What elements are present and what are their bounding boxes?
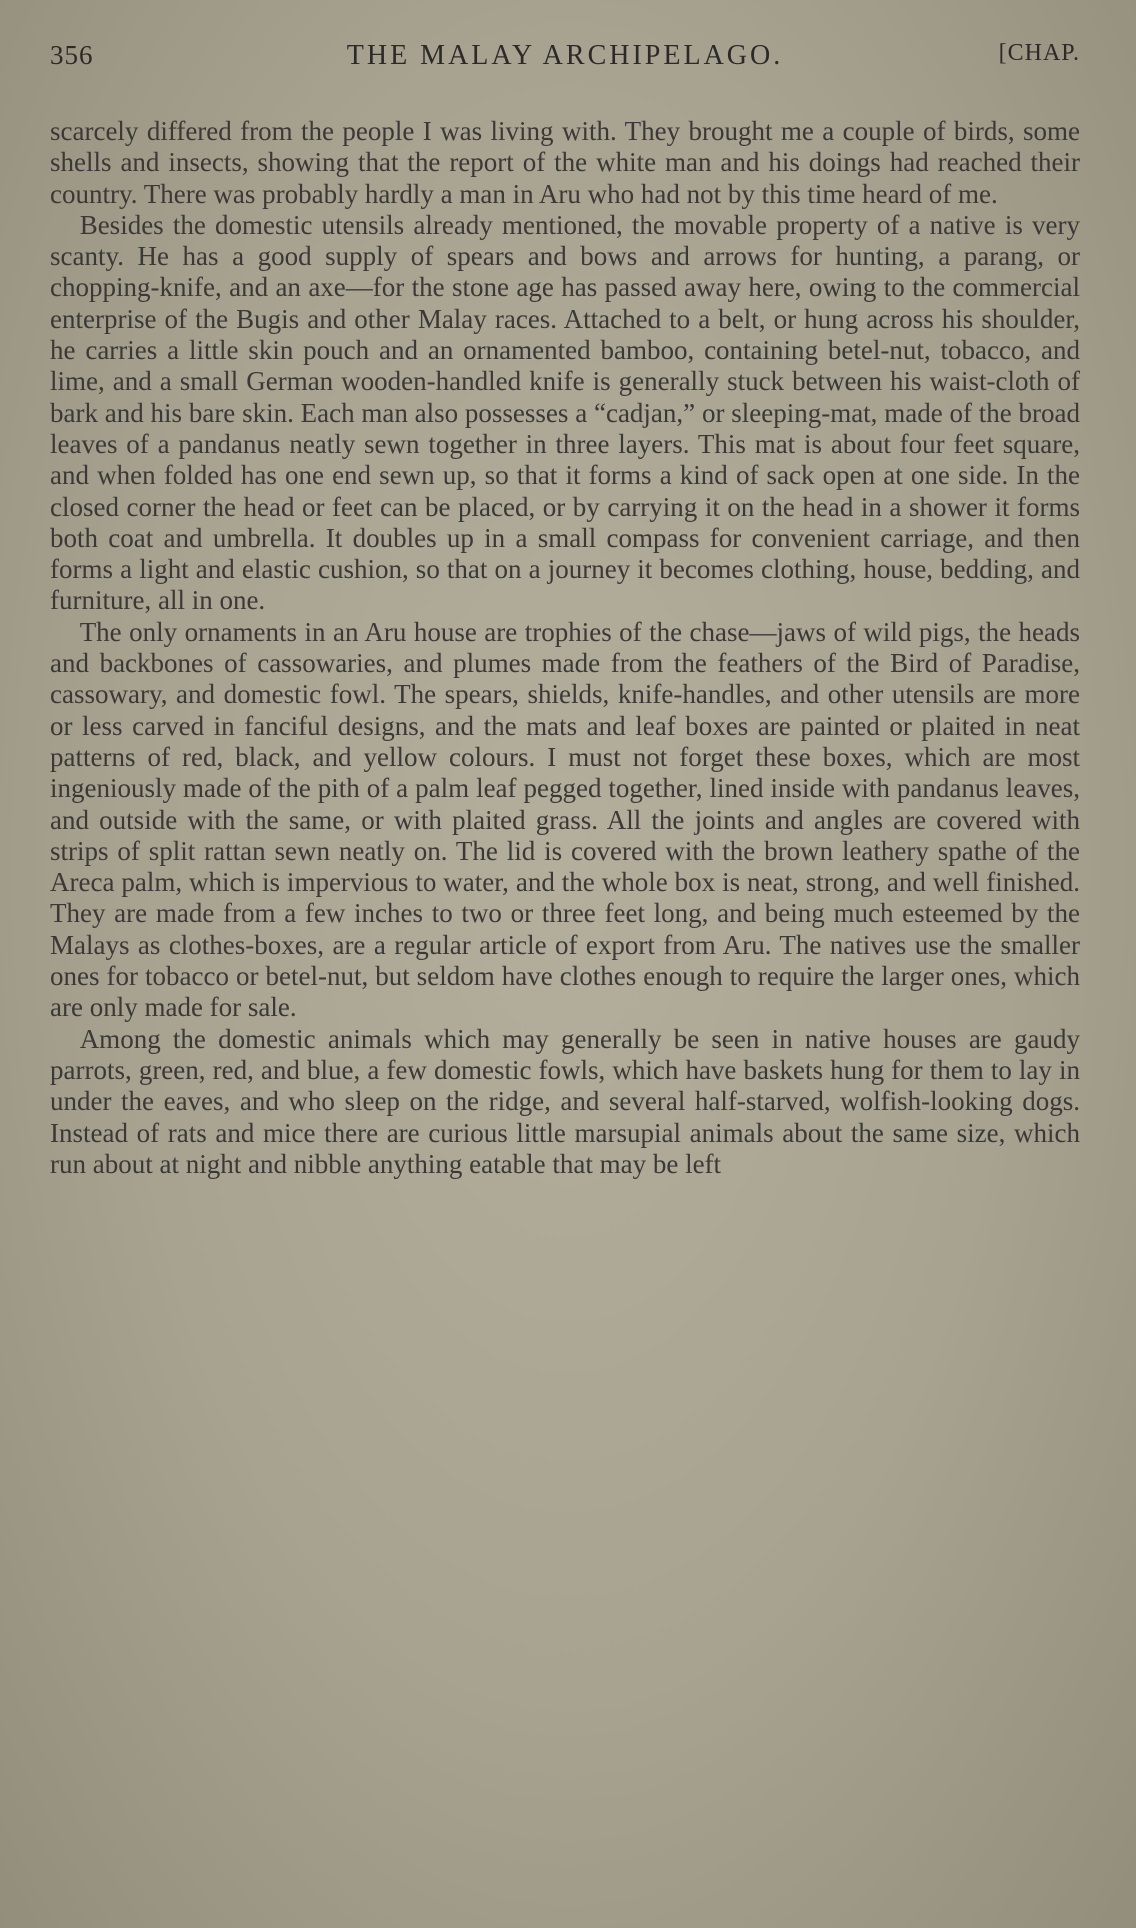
- page-header: [50, 40, 1080, 80]
- paragraph-animals: Among the domestic animals which may generally be seen in native houses are gaudy parrots, green, red, and blue, a few domestic fowls, which have baskets hung for them to lay in under the eaves, and who sleep on the ridge, and several half-starved, wolfish-looking dogs. Instead of rats and mice there are curious little marsupial animals about the same size, which run about at night and nibble anything eatable that may be left: [50, 1023, 1080, 1179]
- body-text: [50, 116, 1080, 1180]
- paragraph-ornaments: The only ornaments in an Aru house are trophies of the chase—jaws of wild pigs, the heads and backbones of cassowaries, and plumes made from the feathers of the Bird of Paradise, cassowary, and domestic fowl. The spears, shields, knife-handles, and other utensils are more or less carved in fanciful designs, and the mats and leaf boxes are painted or plaited in neat patterns of red, black, and yellow colours. I must not forget these boxes, which are most ingeniously made of the pith of a palm leaf pegged together, lined inside with pandanus leaves, and outside with the same, or with plaited grass. All the joints and angles are covered with strips of split rattan sewn neatly on. The lid is covered with the brown leathery spathe of the Areca palm, which is impervious to water, and the whole box is neat, strong, and well finished. They are made from a few inches to two or three feet long, and being much esteemed by the Malays as clothes-boxes, are a regular article of export from Aru. The natives use the smaller ones for tobacco or betel-nut, but seldom have clothes enough to require the larger ones, which are only made for sale.: [50, 616, 1080, 1023]
- paragraph-property: Besides the domestic utensils already mentioned, the movable property of a native is very scanty. He has a good supply of spears and bows and arrows for hunting, a parang, or chopping-knife, and an axe—for the stone age has passed away here, owing to the commercial enterprise of the Bugis and other Malay races. Attached to a belt, or hung across his shoulder, he carries a little skin pouch and an ornamented bamboo, containing betel-nut, tobacco, and lime, and a small German wooden-handled knife is generally stuck between his waist-cloth of bark and his bare skin. Each man also possesses a “cadjan,” or sleeping-mat, made of the broad leaves of a pandanus neatly sewn together in three layers. This mat is about four feet square, and when folded has one end sewn up, so that it forms a kind of sack open at one side. In the closed corner the head or feet can be placed, or by carrying it on the head in a shower it forms both coat and umbrella. It doubles up in a small compass for convenient carriage, and then forms a light and elastic cushion, so that on a journey it becomes clothing, house, bedding, and furniture, all in one.: [50, 209, 1080, 616]
- chapter-mark: [CHAP.: [998, 40, 1080, 66]
- running-title: THE MALAY ARCHIPELAGO.: [346, 40, 784, 71]
- page-number: 356: [50, 40, 94, 70]
- paragraph-continued: scarcely differed from the people I was living with. They brought me a couple of birds, some shells and insects, showing that the report of the white man and his doings had reached their country. There was probably hardly a man in Aru who had not by this time heard of me.: [50, 116, 1080, 209]
